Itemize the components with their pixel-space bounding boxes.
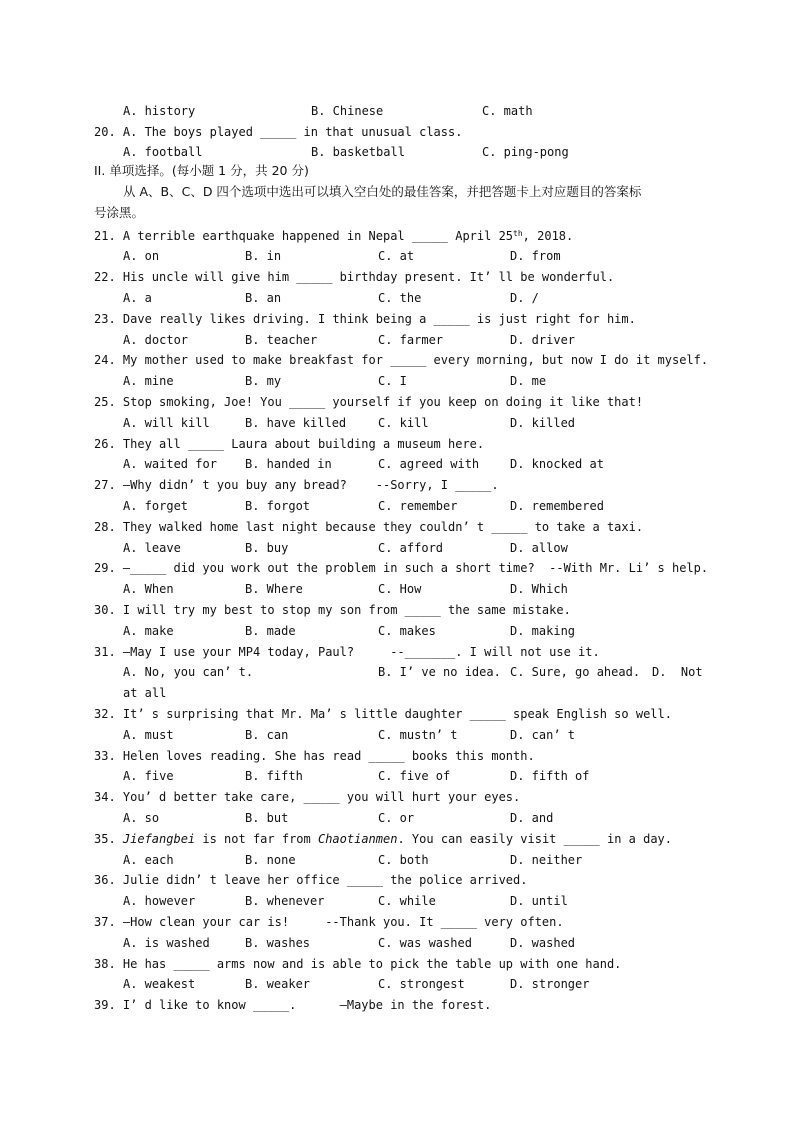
- question-27-stem: [0, 475, 499, 495]
- question-23-stem: [0, 309, 636, 329]
- option-a: A. must: [123, 728, 174, 742]
- option-a: A. on: [123, 249, 160, 263]
- question-20-stem: [0, 122, 463, 142]
- question-36-stem: [0, 870, 528, 890]
- question-19-options: [0, 101, 533, 121]
- question-32-options: [0, 725, 576, 745]
- option-d: D. can’ t: [510, 728, 576, 742]
- question-text: 32. It’ s surprising that Mr. Ma’ s little daughter _____ speak English so well.: [94, 707, 672, 721]
- option-c: C. five of: [378, 769, 451, 783]
- question-text-part: 21. A terrible earthquake happened in Nepal _____ April 25: [94, 229, 514, 243]
- question-39-stem: [0, 995, 492, 1015]
- option-a: A. is washed: [123, 936, 210, 950]
- question-23-options: [0, 330, 576, 350]
- question-text: 37. —How clean your car is! --Thank you. It _____ very often.: [94, 915, 564, 929]
- option-a: A. each: [123, 853, 174, 867]
- option-c: C. farmer: [378, 333, 444, 347]
- option-b: B. I’ ve no idea.: [378, 665, 501, 679]
- question-34-stem: [0, 787, 521, 807]
- instruction-text: 号涂黑。: [94, 205, 145, 220]
- question-text-part: , 2018.: [522, 229, 574, 243]
- question-22-stem: [0, 267, 615, 287]
- option-b: B. Chinese: [311, 104, 384, 118]
- section-instructions-line-2: [0, 203, 145, 223]
- option-b: B. can: [245, 728, 289, 742]
- option-a: A. so: [123, 811, 160, 825]
- option-c: C. was washed: [378, 936, 472, 950]
- question-30-options: [0, 621, 576, 641]
- option-b: B. my: [245, 374, 282, 388]
- question-31-options: [0, 662, 703, 682]
- question-text: 25. Stop smoking, Joe! You _____ yourself if you keep on doing it like that!: [94, 395, 644, 409]
- option-a: A. When: [123, 582, 174, 596]
- option-b: B. forgot: [245, 499, 311, 513]
- option-b: B. whenever: [245, 894, 325, 908]
- option-d: D. fifth of: [510, 769, 590, 783]
- option-c: C. agreed with: [378, 457, 480, 471]
- question-text-part: is not far from: [195, 832, 318, 846]
- option-b: B. none: [245, 853, 296, 867]
- question-24-options: [0, 371, 547, 391]
- question-28-stem: [0, 517, 644, 537]
- question-text: 34. You’ d better take care, _____ you will hurt your eyes.: [94, 790, 521, 804]
- option-d: D. until: [510, 894, 568, 908]
- question-20-options: [0, 142, 569, 162]
- question-33-stem: [0, 746, 535, 766]
- question-34-options: [0, 808, 554, 828]
- option-c: C. while: [378, 894, 436, 908]
- option-d: D. neither: [510, 853, 583, 867]
- option-b: B. washes: [245, 936, 311, 950]
- option-b: B. buy: [245, 541, 289, 555]
- option-d: D. me: [510, 374, 547, 388]
- question-30-stem: [0, 600, 571, 620]
- option-b: B. weaker: [245, 977, 311, 991]
- option-a: A. football: [123, 145, 203, 159]
- question-text: 29. —_____ did you work out the problem in such a short time? --With Mr. Li’ s help.: [94, 561, 709, 575]
- question-28-options: [0, 538, 568, 558]
- question-37-options: [0, 933, 576, 953]
- option-a: A. forget: [123, 499, 189, 513]
- option-c: C. math: [482, 104, 533, 118]
- option-b: B. handed in: [245, 457, 332, 471]
- option-c: C. remember: [378, 499, 458, 513]
- option-d: D. stronger: [510, 977, 590, 991]
- question-32-stem: [0, 704, 672, 724]
- option-b: B. fifth: [245, 769, 303, 783]
- option-b: B. made: [245, 624, 296, 638]
- question-21-stem: [0, 226, 574, 246]
- option-a: A. make: [123, 624, 174, 638]
- question-text: 20. A. The boys played _____ in that unusual class.: [94, 125, 463, 139]
- question-31-stem: [0, 642, 600, 662]
- option-d: D. knocked at: [510, 457, 604, 471]
- question-26-stem: [0, 434, 485, 454]
- superscript: th: [513, 229, 523, 238]
- option-a: A. history: [123, 104, 196, 118]
- option-a: A. however: [123, 894, 196, 908]
- option-d: D. making: [510, 624, 576, 638]
- option-a: A. will kill: [123, 416, 210, 430]
- option-b: B. have killed: [245, 416, 347, 430]
- question-text: 28. They walked home last night because they couldn’ t _____ to take a taxi.: [94, 520, 644, 534]
- question-29-options: [0, 579, 568, 599]
- option-c: C. kill: [378, 416, 429, 430]
- option-d: D. from: [510, 249, 561, 263]
- question-text-part: . You can easily visit _____ in a day.: [397, 832, 673, 846]
- question-text: 36. Julie didn’ t leave her office _____ the police arrived.: [94, 873, 528, 887]
- section-heading: II. 单项选择。(每小题 1 分，共 20 分): [94, 163, 309, 178]
- option-d: D. killed: [510, 416, 576, 430]
- option-d: D. allow: [510, 541, 568, 555]
- question-text: 33. Helen loves reading. She has read _____ books this month.: [94, 749, 535, 763]
- option-a: A. No, you can’ t.: [123, 665, 254, 679]
- option-a: A. leave: [123, 541, 181, 555]
- option-c: C. afford: [378, 541, 444, 555]
- question-text: [94, 829, 672, 849]
- option-b: B. teacher: [245, 333, 318, 347]
- option-c: C. both: [378, 853, 429, 867]
- option-d: D. /: [510, 291, 539, 305]
- option-d: D. Not: [652, 665, 703, 679]
- option-b: B. basketball: [311, 145, 405, 159]
- question-text: 26. They all _____ Laura about building a museum here.: [94, 437, 485, 451]
- place-name: Chaotianmen: [317, 832, 398, 846]
- question-29-stem: [0, 558, 709, 578]
- question-21-options: [0, 246, 561, 266]
- option-a: A. waited for: [123, 457, 217, 471]
- question-text: 23. Dave really likes driving. I think being a _____ is just right for him.: [94, 312, 636, 326]
- section-instructions-line-1: [0, 182, 642, 202]
- option-d: D. Which: [510, 582, 568, 596]
- option-c: C. ping-pong: [482, 145, 569, 159]
- question-27-options: [0, 496, 604, 516]
- option-c: C. at: [378, 249, 415, 263]
- option-a: A. doctor: [123, 333, 189, 347]
- question-24-stem: [0, 350, 709, 370]
- question-33-options: [0, 766, 590, 786]
- option-c: C. the: [378, 291, 422, 305]
- option-a: A. weakest: [123, 977, 196, 991]
- question-26-options: [0, 454, 604, 474]
- option-c: C. Sure, go ahead.: [510, 665, 641, 679]
- question-number: 35.: [94, 832, 123, 846]
- question-35-stem: [0, 829, 673, 849]
- option-d-continued: at all: [123, 686, 167, 700]
- option-c: C. mustn’ t: [378, 728, 458, 742]
- option-a: A. five: [123, 769, 174, 783]
- question-38-stem: [0, 954, 622, 974]
- question-35-options: [0, 850, 583, 870]
- option-b: B. Where: [245, 582, 303, 596]
- option-d: D. washed: [510, 936, 576, 950]
- question-36-options: [0, 891, 568, 911]
- question-text: 38. He has _____ arms now and is able to pick the table up with one hand.: [94, 957, 622, 971]
- question-31-options-wrap: [0, 683, 167, 703]
- option-c: C. or: [378, 811, 415, 825]
- option-b: B. an: [245, 291, 282, 305]
- question-text: [94, 226, 573, 246]
- option-d: D. remembered: [510, 499, 604, 513]
- option-c: C. I: [378, 374, 407, 388]
- question-25-stem: [0, 392, 644, 412]
- option-c: C. How: [378, 582, 422, 596]
- question-22-options: [0, 288, 539, 308]
- option-a: A. mine: [123, 374, 174, 388]
- question-text: 39. I’ d like to know _____. —Maybe in the forest.: [94, 998, 492, 1012]
- option-c: C. makes: [378, 624, 436, 638]
- question-text: 31. —May I use your MP4 today, Paul? --_______. I will not use it.: [94, 645, 600, 659]
- question-37-stem: [0, 912, 564, 932]
- question-25-options: [0, 413, 576, 433]
- instruction-text: 从 A、B、C、D 四个选项中选出可以填入空白处的最佳答案，并把答题卡上对应题目的答案标: [123, 184, 642, 199]
- option-b: B. in: [245, 249, 282, 263]
- question-38-options: [0, 974, 590, 994]
- option-d: D. and: [510, 811, 554, 825]
- option-c: C. strongest: [378, 977, 465, 991]
- option-a: A. a: [123, 291, 152, 305]
- option-b: B. but: [245, 811, 289, 825]
- section-title: [0, 161, 309, 181]
- place-name: Jiefangbei: [122, 832, 196, 846]
- question-text: 30. I will try my best to stop my son from _____ the same mistake.: [94, 603, 571, 617]
- question-text: 22. His uncle will give him _____ birthday present. It’ ll be wonderful.: [94, 270, 615, 284]
- question-text: 24. My mother used to make breakfast for _____ every morning, but now I do it myself.: [94, 353, 709, 367]
- option-d: D. driver: [510, 333, 576, 347]
- question-text: 27. —Why didn’ t you buy any bread? --Sorry, I _____.: [94, 478, 499, 492]
